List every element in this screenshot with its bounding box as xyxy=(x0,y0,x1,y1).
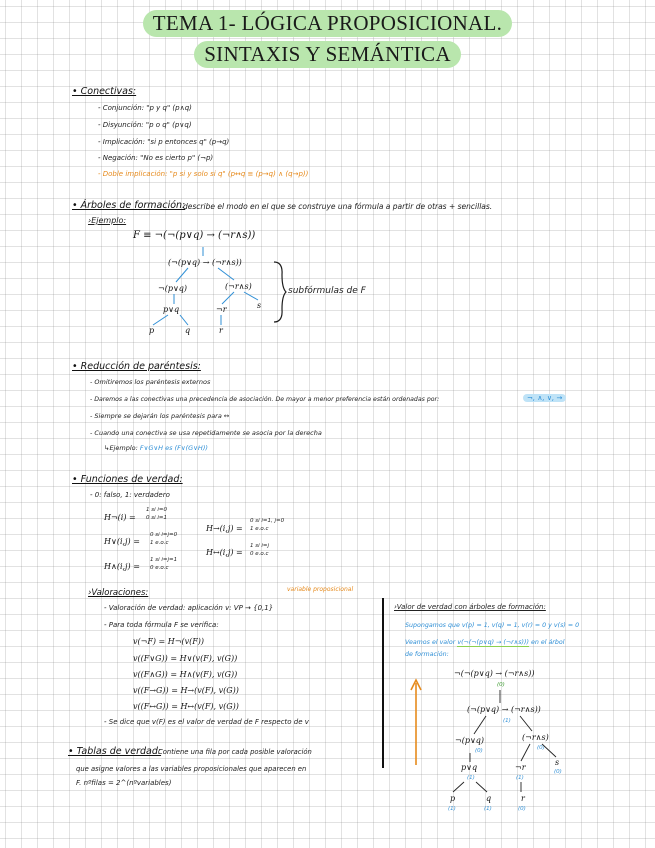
himp-case-2: 1 e.o.c xyxy=(250,526,269,532)
vtree-leaf-p: p xyxy=(450,794,456,803)
title-line-2: SINTAXIS Y SEMÁNTICA xyxy=(194,41,461,68)
hiff-case-2: 0 e.o.c xyxy=(250,551,269,557)
vtree-leaf-q-val: (1) xyxy=(484,806,492,812)
valuation-tree-edges xyxy=(453,690,556,792)
valoracion-conclusion: - Se dice que v(F) es el valor de verdad de F respecto de v xyxy=(104,718,309,726)
rule-iff: v((F↔G)) = H↔(v(F), v(G)) xyxy=(133,702,239,711)
reduccion-item-2: - Daremos a las conectivas una precedencia de asociación. De mayor a menor preferencia están ordenadas por: xyxy=(90,396,440,403)
arboles-heading: • Árboles de formación: xyxy=(72,200,186,211)
tablas-line-3: F. nºfilas = 2^(nºvariables) xyxy=(76,779,172,787)
vtree-leaf-p-val: (1) xyxy=(448,806,456,812)
conectiva-implicacion: - Implicación: "si p entonces q" (p→q) xyxy=(98,138,230,146)
himp-name: H→(i,j) = xyxy=(206,524,243,533)
vtree-n3a: p∨q xyxy=(461,763,478,772)
conectiva-doble-implicacion: - Doble implicación: "p si y solo si q" (p↔q ≡ (p→q) ∧ (q→p)) xyxy=(98,170,309,178)
precedence-highlight: ¬, ∧, ∨, → xyxy=(523,394,566,403)
arboles-formula: F ≡ ¬(¬(p∨q) → (¬r∧s)) xyxy=(133,230,256,241)
tree-node-l3a: p∨q xyxy=(163,305,180,314)
tablas-line-1: Contiene una fila por cada posible valoración xyxy=(158,748,312,756)
conectiva-conjuncion: - Conjunción: "p y q" (p∧q) xyxy=(98,104,192,112)
hneg-case-1: 1 si i=0 xyxy=(146,507,168,513)
vtree-root-val: (0) xyxy=(497,682,505,688)
hand-case-2: 0 e.o.c xyxy=(150,565,169,571)
formation-tree-edges xyxy=(153,247,258,325)
hiff-case-1: 1 si i=j xyxy=(250,543,270,549)
reduccion-example: ↳Ejemplo: F∨G∨H es (F∨(G∨H)) xyxy=(104,444,208,452)
tablas-heading: • Tablas de verdad: xyxy=(68,746,162,757)
conectivas-heading: • Conectivas: xyxy=(72,86,137,97)
vtree-leaf-q: q xyxy=(486,794,492,803)
himp-case-1: 0 si i=1, j=0 xyxy=(250,518,285,524)
vtree-n1: (¬(p∨q) → (¬r∧s)) xyxy=(467,705,541,714)
vtree-leaf-r: r xyxy=(521,794,525,803)
hor-name: H∨(i,j) = xyxy=(104,537,140,546)
valor-arboles-line2: Veamos el valor v(¬(¬(p∨q) → (¬r∧s))) en el árbol xyxy=(405,639,565,646)
subformulas-label: subfórmulas de F xyxy=(288,286,366,296)
reduccion-heading: • Reducción de paréntesis: xyxy=(72,361,201,372)
tree-node-l2b: (¬r∧s) xyxy=(225,282,252,291)
hneg-name: H¬(i) = xyxy=(104,513,136,522)
vtree-n3b-val: (1) xyxy=(516,775,524,781)
variable-proposicional-note: variable proposicional xyxy=(287,586,354,593)
hneg-case-2: 0 si i=1 xyxy=(146,515,168,521)
arboles-description: describe el modo en el que se construye una fórmula a partir de otras + sencillas. xyxy=(183,202,493,211)
vtree-n1-val: (1) xyxy=(503,718,511,724)
reduccion-item-4: - Cuando una conectiva se usa repetidamente se asocia por la derecha xyxy=(90,429,322,437)
hiff-name: H↔(i,j) = xyxy=(206,548,243,557)
vtree-n3c: s xyxy=(555,758,560,767)
vtree-root: ¬(¬(p∨q) → (¬r∧s)) xyxy=(454,669,535,678)
hand-name: H∧(i,j) = xyxy=(104,562,140,571)
vtree-n2b-val: (0) xyxy=(537,745,545,751)
tree-node-l2a: ¬(p∨q) xyxy=(158,284,188,293)
conectiva-negacion: - Negación: "No es cierto p" (¬p) xyxy=(98,154,214,162)
valor-arboles-formula: v(¬(¬(p∨q) → (¬r∧s))) xyxy=(457,639,529,646)
vtree-n2b: (¬r∧s) xyxy=(522,733,549,742)
valoraciones-heading: ›Valoraciones: xyxy=(88,588,149,598)
valor-arboles-line3: de formación: xyxy=(405,651,449,658)
vtree-n2a-val: (0) xyxy=(475,748,483,754)
tablas-line-2: que asigne valores a las variables proposicionales que aparecen en xyxy=(76,765,307,773)
tree-leaf-r: r xyxy=(219,326,223,335)
reduccion-item-3: - Siempre se dejarán los paréntesis para ↔ xyxy=(90,412,230,420)
rule-neg: v(¬F) = H¬(v(F)) xyxy=(133,637,205,646)
tree-node-l1: (¬(p∨q) → (¬r∧s)) xyxy=(168,258,242,267)
vtree-leaf-r-val: (0) xyxy=(518,806,526,812)
vtree-n3a-val: (1) xyxy=(467,775,475,781)
rule-imp: v((F→G)) = H→(v(F), v(G)) xyxy=(133,686,239,695)
vtree-n3c-val: (0) xyxy=(554,769,562,775)
tree-node-l3c: s xyxy=(257,301,262,310)
rule-or: v((F∨G)) = H∨(v(F), v(G)) xyxy=(133,654,238,663)
rule-and: v((F∧G)) = H∧(v(F), v(G)) xyxy=(133,670,238,679)
hor-case-2: 1 e.o.c xyxy=(150,540,169,546)
tree-node-l3b: ¬r xyxy=(216,305,227,314)
conectiva-disyuncion: - Disyunción: "p o q" (p∨q) xyxy=(98,121,192,129)
vtree-n3b: ¬r xyxy=(515,763,526,772)
valoracion-para-toda: - Para toda fórmula F se verifica: xyxy=(104,621,219,629)
funciones-heading: • Funciones de verdad: xyxy=(72,474,183,485)
hand-case-1: 1 si i=j=1 xyxy=(150,557,178,563)
tree-leaf-q: q xyxy=(185,326,191,335)
valor-arboles-suppose: Supongamos que v(p) = 1, v(q) = 1, v(r) = 0 y v(s) = 0 xyxy=(405,622,580,629)
title-line-1: TEMA 1- LÓGICA PROPOSICIONAL. xyxy=(143,10,512,37)
vtree-n2a: ¬(p∨q) xyxy=(455,736,485,745)
funciones-sub: - 0: falso, 1: verdadero xyxy=(90,491,170,499)
hor-case-1: 0 si i=j=0 xyxy=(150,532,178,538)
subformulas-brace xyxy=(274,262,286,322)
valor-arboles-heading: ›Valor de verdad con árboles de formación: xyxy=(394,603,546,611)
arboles-example-label: ›Ejemplo: xyxy=(88,216,127,225)
tree-leaf-p: p xyxy=(149,326,155,335)
reduccion-item-1: - Omitiremos los paréntesis externos xyxy=(90,378,211,386)
valoracion-definicion: - Valoración de verdad: aplicación v: VP → {0,1} xyxy=(104,604,274,612)
